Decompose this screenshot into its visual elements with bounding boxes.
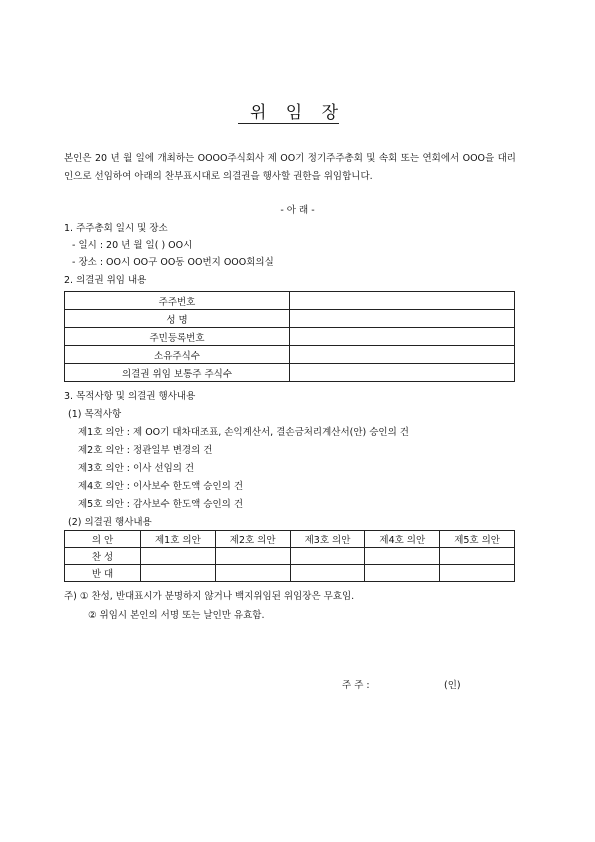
table-row	[65, 310, 515, 328]
shares-owned-field[interactable]	[290, 346, 515, 364]
below-label: - 아 래 -	[280, 205, 315, 216]
approve-cell-5[interactable]	[440, 548, 515, 565]
table-row	[65, 531, 515, 548]
meeting-place: - 장소 : OO시 OO구 OO동 OO번지 OOO회의실	[72, 257, 274, 268]
shareholder-number-field[interactable]	[290, 292, 515, 310]
oppose-cell-3[interactable]	[290, 565, 365, 582]
approve-cell-1[interactable]	[141, 548, 216, 565]
vote-header-agenda-2: 제2호 의안	[215, 531, 290, 548]
section3-heading: 3. 목적사항 및 의결권 행사내용	[64, 391, 196, 402]
name-field[interactable]	[290, 310, 515, 328]
agenda-item-2: 제2호 의안 : 정관일부 변경의 건	[78, 445, 213, 456]
delegation-table	[64, 291, 515, 382]
approve-cell-2[interactable]	[215, 548, 290, 565]
row-label-shares-owned: 소유주식수	[65, 346, 290, 364]
note-2: ② 위임시 본인의 서명 또는 날인만 유효함.	[88, 610, 265, 621]
agenda-item-4: 제4호 의안 : 이사보수 한도액 승인의 건	[78, 481, 244, 492]
vote-header-agenda-5: 제5호 의안	[440, 531, 515, 548]
seal-mark: (인)	[444, 680, 461, 691]
vote-header-agenda-1: 제1호 의안	[141, 531, 216, 548]
purpose-subheading: (1) 목적사항	[68, 409, 122, 420]
approve-cell-4[interactable]	[365, 548, 440, 565]
oppose-cell-4[interactable]	[365, 565, 440, 582]
table-row	[65, 328, 515, 346]
table-row	[65, 346, 515, 364]
delegated-shares-field[interactable]	[290, 364, 515, 382]
oppose-cell-2[interactable]	[215, 565, 290, 582]
approve-cell-3[interactable]	[290, 548, 365, 565]
row-label-delegated-shares: 의결권 위임 보통주 주식수	[65, 364, 290, 382]
row-label-shareholder-number: 주주번호	[65, 292, 290, 310]
row-label-name: 성 명	[65, 310, 290, 328]
vote-header-agenda: 의 안	[65, 531, 141, 548]
agenda-item-1: 제1호 의안 : 제 OO기 대차대조표, 손익계산서, 결손금처리계산서(안) 승인의 건	[78, 427, 409, 438]
title-underline	[238, 123, 339, 124]
vote-row-label-approve: 찬 성	[65, 548, 141, 565]
signature-label: 주 주 :	[342, 680, 370, 691]
vote-row-label-oppose: 반 대	[65, 565, 141, 582]
agenda-item-3: 제3호 의안 : 이사 선임의 건	[78, 463, 195, 474]
oppose-cell-5[interactable]	[440, 565, 515, 582]
section2-heading: 2. 의결권 위임 내용	[64, 275, 147, 286]
vote-subheading: (2) 의결권 행사내용	[68, 517, 152, 528]
vote-header-agenda-3: 제3호 의안	[290, 531, 365, 548]
oppose-cell-1[interactable]	[141, 565, 216, 582]
table-row	[65, 565, 515, 582]
section1-heading: 1. 주주총회 일시 및 장소	[64, 223, 168, 234]
agenda-item-5: 제5호 의안 : 감사보수 한도액 승인의 건	[78, 499, 244, 510]
note-1: 주) ① 찬성, 반대표시가 분명하지 않거나 백지위임된 위임장은 무효임.	[64, 591, 355, 602]
table-row	[65, 548, 515, 565]
table-row	[65, 364, 515, 382]
intro-paragraph: 본인은 20 년 월 일에 개최하는 OOOO주식회사 제 OO기 정기주주총회 및 속회 또는 연회에서 OOO을 대리인으로 선임하여 아래의 찬부표시대로 의결권을 행사할 권한을 위임합니다.	[64, 153, 516, 182]
table-row	[65, 292, 515, 310]
vote-table	[64, 530, 515, 582]
page-title: 위 임 장	[249, 103, 346, 123]
resident-number-field[interactable]	[290, 328, 515, 346]
meeting-datetime: - 일시 : 20 년 월 일( ) OO시	[72, 240, 193, 251]
row-label-resident-number: 주민등록번호	[65, 328, 290, 346]
vote-header-agenda-4: 제4호 의안	[365, 531, 440, 548]
